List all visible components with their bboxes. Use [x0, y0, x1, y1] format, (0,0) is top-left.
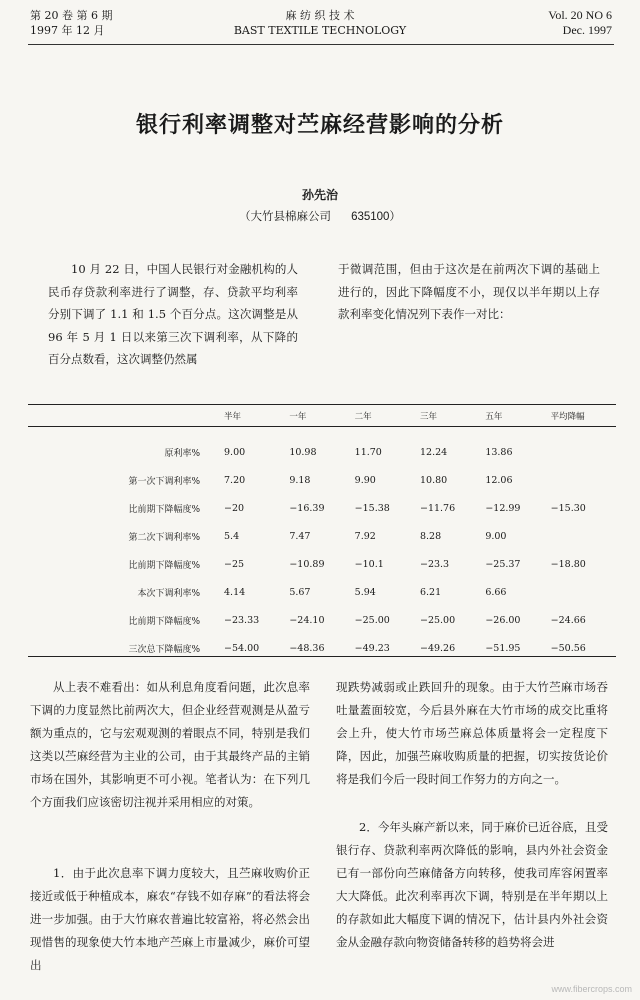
table-cell: −25.00	[419, 614, 456, 626]
table-cell: −50.56	[550, 642, 586, 654]
table-cell: 5.4	[224, 530, 240, 542]
table-cell: −25	[224, 558, 245, 570]
row-label: 本次下调利率%	[137, 588, 200, 599]
table-cell: −26.00	[485, 614, 521, 626]
table-cell: −48.36	[289, 642, 325, 654]
table-cell: 7.47	[289, 530, 311, 542]
table-cell: 5.94	[354, 586, 376, 598]
analysis-paragraph: 从上表不难看出：如从利息角度看问题，此次息率下调的力度显然比前两次大，但企业经营观测是从盈亏额为重点的，它与宏观观测的着眼点不同，特别是我们这类以苎麻经营为主业的公司，由于其最终产品的主销市场在国外，其影响更不可小视。笔者认为：在下列几个方面我们应该密切注视并采用相应的对策。	[30, 680, 310, 809]
table-cell: −25.37	[485, 558, 521, 570]
table-cell: −23.33	[224, 614, 260, 626]
interest-rate-table	[28, 405, 616, 662]
table-corner	[28, 405, 224, 426]
article-author: 孙先治	[301, 188, 338, 202]
intro-continuation: 于微调范围，但由于这次是在前两次下调的基础上进行的，因此下降幅度不小，现仅以半年期以上存款利率变化情况列下表作一对比：	[338, 262, 600, 321]
table-row	[28, 522, 616, 550]
table-cell: 13.86	[485, 446, 513, 458]
table-cell: 9.00	[485, 530, 507, 542]
row-label: 第二次下调利率%	[128, 532, 200, 543]
table-cell: 6.66	[485, 586, 507, 598]
issue-volume: 第 20 卷 第 6 期	[30, 9, 113, 22]
table-cell: 10.98	[289, 446, 317, 458]
table-cell: 10.80	[419, 474, 448, 486]
point-two-paragraph: 2．今年头麻产新以来，同于麻价已近谷底，且受银行存、贷款利率两次降低的影响，县内外社会资金已有一部份向苎麻储备方向转移，使我司库容闲置率大大降低。此次利率再次下调，特别是在半年期以上的存款如此大幅度下调的情况下，估计县内外社会资金从金融存款向物资储备转移的趋势将会进	[336, 820, 608, 949]
table-cell: −49.23	[354, 642, 390, 654]
table-row	[28, 550, 616, 578]
column-header: 一年	[289, 411, 307, 422]
point-one-continuation: 现跌势减弱或止跌回升的现象。由于大竹苎麻市场吞吐量蓋面较宽，今后县外麻在大竹市场的成交比重将会上升，使大竹市场苎麻总体质量将会一定程度下降，因此，加强苎麻收购质量的把握，切实按货论价将是我们今后一段时间工作努力的方向之一。	[336, 680, 608, 786]
column-header: 二年	[354, 411, 372, 422]
table-cell: 11.70	[354, 446, 382, 458]
column-header: 半年	[224, 411, 242, 422]
table-cell: −10.1	[354, 558, 384, 570]
table-cell: −15.30	[550, 502, 586, 514]
affiliation-name: （大竹县棉麻公司	[239, 209, 332, 223]
row-label: 原利率%	[164, 448, 200, 459]
table-cell: −24.10	[289, 614, 325, 626]
table-cell: −23.3	[419, 558, 450, 570]
row-label: 比前期下降幅度%	[128, 560, 200, 571]
table-header-row	[28, 405, 616, 426]
table-row	[28, 494, 616, 522]
header-divider	[28, 44, 614, 45]
table-cell: −20	[224, 502, 245, 514]
table-cell: 6.21	[419, 586, 442, 598]
table-cell: −10.89	[289, 558, 325, 570]
table-cell: 12.24	[419, 446, 448, 458]
table-cell: −24.66	[550, 614, 586, 626]
row-label: 三次总下降幅度%	[128, 644, 200, 655]
table-cell	[551, 522, 616, 550]
table-cell: −11.76	[419, 502, 456, 514]
table-cell: 7.92	[354, 530, 376, 542]
table-cell	[551, 466, 616, 494]
article-title: 银行利率调整对苎麻经营影响的分析	[135, 113, 504, 138]
row-label: 第一次下调利率%	[128, 476, 200, 487]
author-affiliation	[0, 208, 640, 224]
journal-volume	[548, 8, 612, 38]
table-cell: 5.67	[289, 586, 311, 598]
table-cell: −15.38	[354, 502, 390, 514]
table-cell: 9.90	[354, 474, 376, 486]
table-row	[28, 606, 616, 634]
affiliation-postcode: 635100）	[351, 211, 401, 223]
table-cell: 9.00	[224, 446, 246, 458]
table-row	[28, 578, 616, 606]
column-header: 三年	[419, 411, 437, 422]
table-cell: 9.18	[289, 474, 311, 486]
intro-paragraph: 10 月 22 日，中国人民银行对金融机构的人民币存贷款利率进行了调整，存、贷款平均利率分别下调了 1.1 和 1.5 个百分点。这次调整是从 96 年 5 月 1 日以来第三次下调利率，从下降的百分点数看，这次调整仍然属	[48, 262, 298, 366]
table-cell: 7.20	[224, 474, 246, 486]
table-cell: −18.80	[550, 558, 586, 570]
row-label: 比前期下降幅度%	[128, 616, 200, 627]
table-cell: −12.99	[485, 502, 521, 514]
table-row	[28, 426, 616, 466]
table-cell	[551, 578, 616, 606]
table-cell: −25.00	[354, 614, 390, 626]
column-header: 平均降幅	[550, 411, 585, 422]
table-cell: −49.26	[419, 642, 456, 654]
table-cell: 4.14	[224, 586, 246, 598]
table-cell: 12.06	[485, 474, 513, 486]
table-cell: −16.39	[289, 502, 325, 514]
volume-date: Dec. 1997	[562, 23, 612, 37]
watermark: www.fibercrops.com	[551, 984, 632, 994]
table-cell: 8.28	[419, 530, 442, 542]
table-row	[28, 634, 616, 662]
table-cell	[551, 426, 616, 466]
table-cell: −51.95	[485, 642, 521, 654]
issue-date: 1997 年 12 月	[30, 24, 105, 37]
row-label: 比前期下降幅度%	[128, 504, 200, 515]
column-header: 五年	[485, 411, 503, 422]
table-cell: −54.00	[224, 642, 260, 654]
volume-number: Vol. 20 NO 6	[548, 8, 612, 22]
journal-name-en: BAST TEXTILE TECHNOLOGY	[233, 24, 407, 37]
journal-name-cn: 麻 纺 织 技 术	[285, 9, 355, 22]
point-one-paragraph: 1．由于此次息率下调力度较大，且苎麻收购价正接近或低于种植成本，麻农“存钱不如存麻”的看法将会进一步加强。由于大竹麻农普遍比较富裕，将必然会出现惜售的现象使大竹本地产苎麻上市量减少，麻价可望出	[30, 866, 310, 972]
journal-name	[0, 8, 640, 38]
table-row	[28, 466, 616, 494]
